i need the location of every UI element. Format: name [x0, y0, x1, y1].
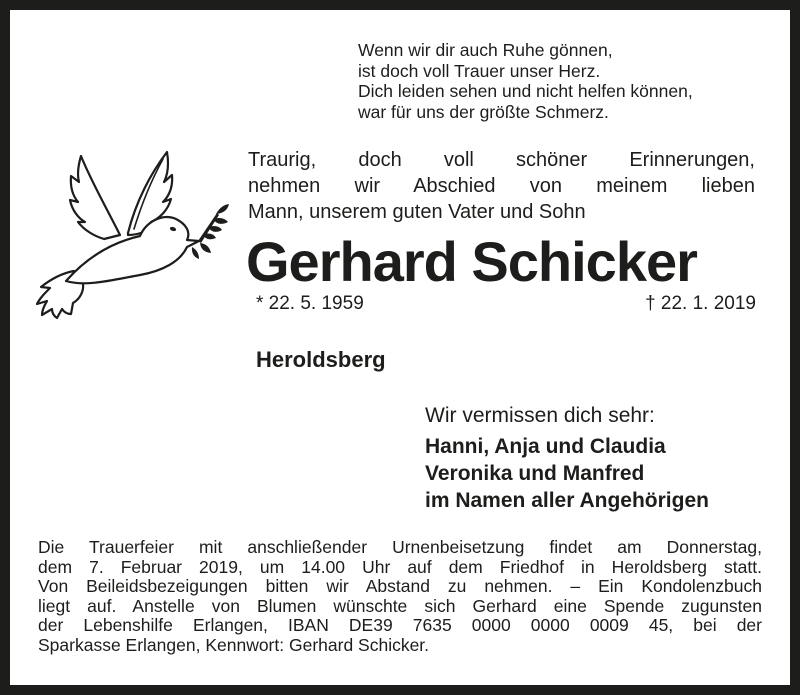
poem-verse [358, 40, 693, 122]
mourner-line: Hanni, Anja und Claudia [425, 435, 666, 458]
funeral-line: dem 7. Februar 2019, um 14.00 Uhr auf dem Friedhof in Heroldsberg statt. [38, 557, 762, 577]
poem-line: ist doch voll Trauer unser Herz. [358, 60, 601, 81]
residence: Heroldsberg [256, 347, 386, 372]
funeral-line: Die Trauerfeier mit anschließender Urnenbeisetzung findet am Donnerstag, [38, 538, 762, 557]
poem-line: Wenn wir dir auch Ruhe gönnen, [358, 40, 613, 60]
funeral-line: der Lebenshilfe Erlangen, IBAN DE39 7635 0000 0000 0009 45, bei der [38, 616, 762, 635]
farewell-heading: Wir vermissen dich sehr: [425, 404, 655, 427]
deceased-name: Gerhard Schicker [246, 230, 697, 293]
mourner-line: Veronika und Manfred [425, 462, 645, 485]
funeral-info [38, 538, 762, 655]
death-date: † 22. 1. 2019 [645, 293, 756, 314]
intro-line: Traurig, doch voll schöner Erinnerungen, [248, 149, 755, 171]
intro-text [248, 147, 755, 225]
poem-line: Dich leiden sehen und nicht helfen können, [358, 81, 693, 101]
life-dates [256, 293, 756, 315]
funeral-line: Sparkasse Erlangen, Kennwort: Gerhard Schicker. [38, 634, 430, 655]
intro-line: nehmen wir Abschied von meinem lieben [248, 175, 755, 197]
funeral-line: Von Beileidsbezeigungen bitten wir Abstand zu nehmen. – Ein Kondolenzbuch [38, 577, 762, 596]
intro-line: Mann, unserem guten Vater und Sohn [248, 201, 586, 223]
poem-line: war für uns der größte Schmerz. [358, 101, 609, 122]
mourner-line: im Namen aller Angehörigen [425, 489, 709, 512]
mourners-list [425, 433, 709, 514]
dove-with-olive-branch-icon [30, 143, 235, 321]
funeral-line: liegt auf. Anstelle von Blumen wünschte sich Gerhard eine Spende zugunsten [38, 596, 762, 616]
farewell-block [425, 402, 709, 514]
birth-date: * 22. 5. 1959 [256, 293, 364, 314]
